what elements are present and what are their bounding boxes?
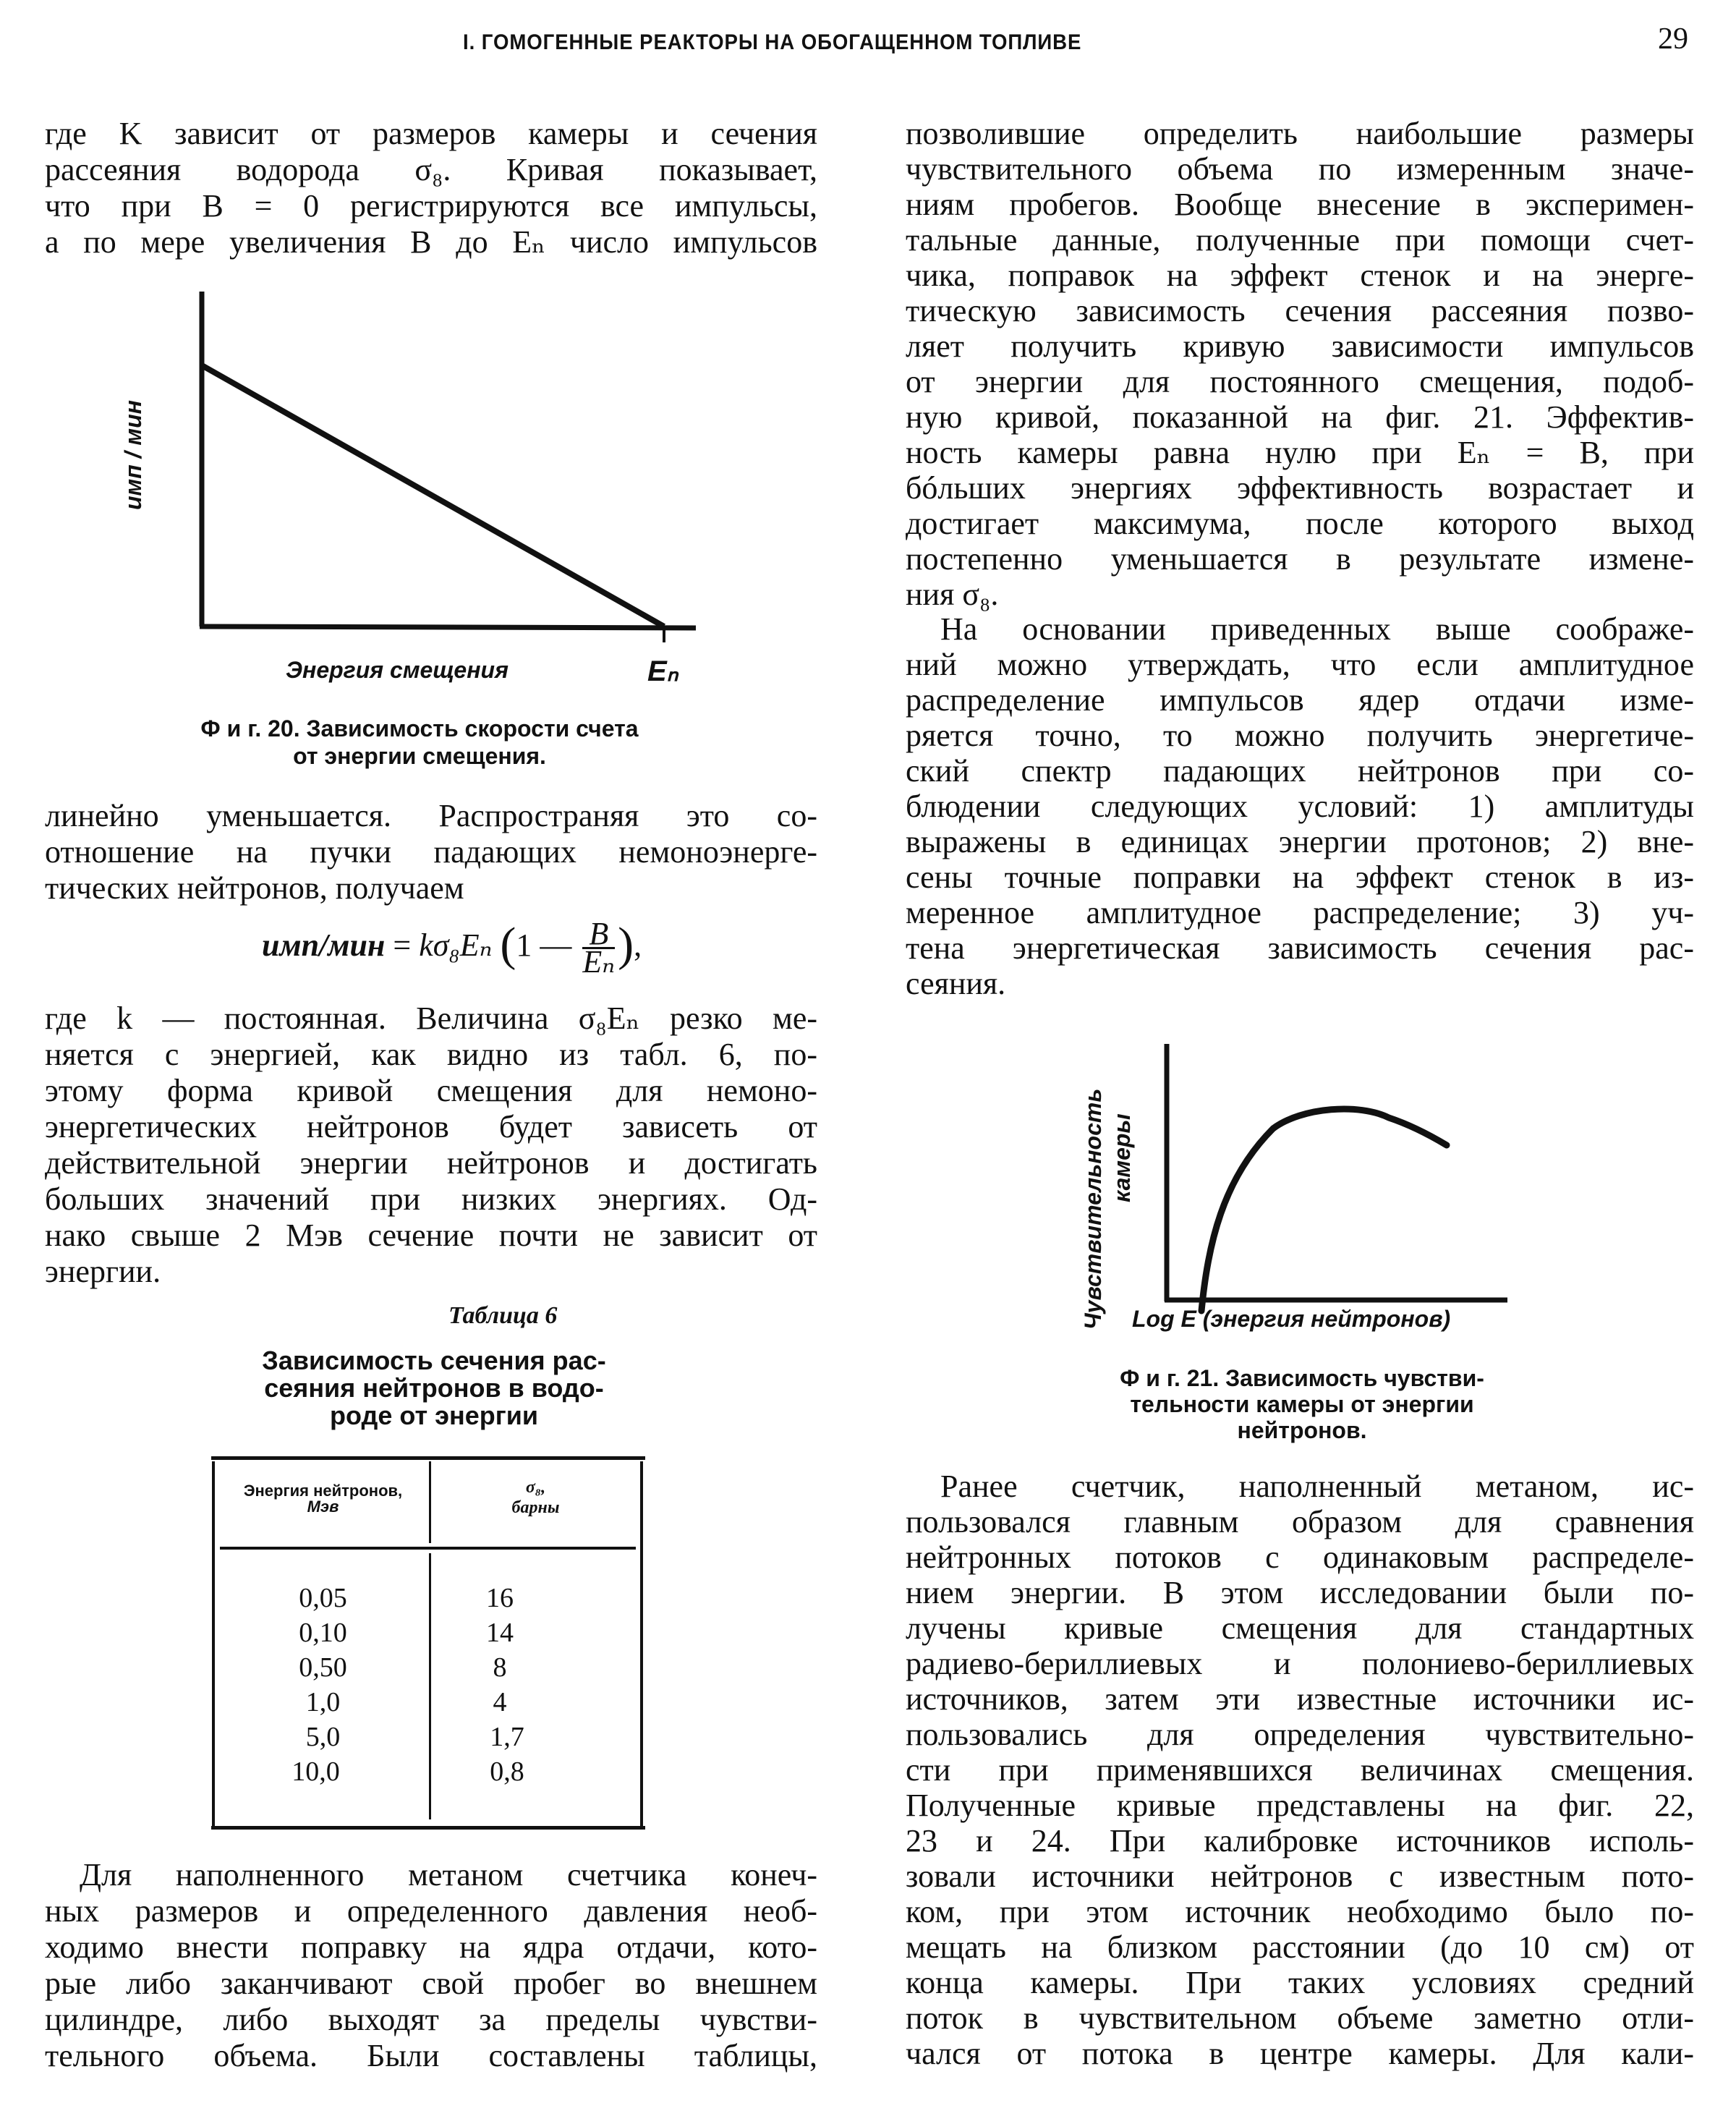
text-line: сеяния. <box>906 966 1006 1001</box>
text-line: пользовались для определения чувствительно- <box>906 1717 1694 1752</box>
table-title-3: роде от энергии <box>330 1401 538 1430</box>
text-line: ходимо внести поправку на ядра отдачи, кото- <box>45 1929 817 1965</box>
text-line: действительной энергии нейтронов и достигать <box>45 1145 817 1181</box>
table-cell-energy: 0,50 <box>299 1652 347 1683</box>
text-line: ниям пробегов. Вообще внесение в эксперимен- <box>906 187 1694 222</box>
formula-one-minus: 1 — <box>516 927 572 963</box>
text-line: позволившие определить наибольшие размеры <box>906 116 1694 151</box>
text-line: линейно уменьшается. Распространяя это со- <box>45 798 817 833</box>
text-line: от энергии для постоянного смещения, подоб- <box>906 364 1694 399</box>
figure-20-xlabel: Энергия смещения <box>286 657 509 683</box>
text-line: радиево-бериллиевых и полониево-бериллиевых <box>906 1646 1694 1681</box>
table-cell-sigma: 8 <box>493 1652 507 1683</box>
text-line: поток в чувствительном объеме заметно отли- <box>906 2000 1694 2036</box>
text-line: ность камеры равна нулю при Eₙ = B, при <box>906 435 1694 470</box>
text-line: мещать на близком расстоянии (до 10 см) от <box>906 1929 1694 1965</box>
text-line: нием энергии. В этом исследовании были по- <box>906 1575 1694 1610</box>
text-line: тических нейтронов, получаем <box>45 870 464 906</box>
text-line: источников, затем эти известные источники ис- <box>906 1681 1694 1717</box>
table-label: Таблица 6 <box>448 1302 558 1329</box>
text-line: тальные данные, полученные при помощи счет- <box>906 222 1694 258</box>
text-line: Ранее счетчик, наполненный метаном, ис- <box>940 1469 1694 1504</box>
text-line: постепенно уменьшается в результате измене- <box>906 541 1694 577</box>
text-line: достигает максимума, после которого выход <box>906 506 1694 541</box>
text-line: чувствительного объема по измеренным значе- <box>906 151 1694 187</box>
text-line: цилиндре, либо выходят за пределы чувстви- <box>45 2002 817 2037</box>
table-cell-energy: 0,05 <box>299 1583 347 1613</box>
text-line: что при B = 0 регистрируются все импульсы, <box>45 188 817 224</box>
figure-21-caption-3: нейтронов. <box>1237 1417 1367 1443</box>
table-cell-energy: 1,0 <box>305 1687 341 1717</box>
table-cell-sigma: 1,7 <box>490 1722 524 1752</box>
text-line: энергетических нейтронов будет зависеть от <box>45 1109 817 1144</box>
text-line: ных размеров и определенного давления необ- <box>45 1893 817 1929</box>
running-title: I. ГОМОГЕННЫЕ РЕАКТОРЫ НА ОБОГАЩЕННОМ ТОПЛИВЕ <box>463 30 1082 54</box>
text-line: зовали источники нейтронов с известным пото- <box>906 1858 1694 1894</box>
text-line: а по мере увеличения B до Eₙ число импульсов <box>45 224 817 260</box>
text-line: ную кривой, показанной на фиг. 21. Эффектив- <box>906 399 1694 435</box>
text-line: ния σ₈. <box>906 577 999 612</box>
formula: имп/мин = kσ₈Eₙ (1 — $\frac{B}{\text{Eₙ}}$ ), <box>262 916 642 980</box>
text-line: сти при применявшихся величинах смещения. <box>906 1752 1694 1788</box>
column-header-unit: барны <box>511 1498 560 1517</box>
text-line: выражены в единицах энергии протонов; 2) вне- <box>906 824 1694 859</box>
text-line: рассеяния водорода σ₈. Кривая показывает, <box>45 152 817 187</box>
text-line: распределение импульсов ядер отдачи изме- <box>906 682 1694 718</box>
text-line: этому форма кривой смещения для немоно- <box>45 1073 817 1108</box>
table-cell-sigma: 4 <box>493 1687 507 1717</box>
figure-20-xtick-en: Eₙ <box>647 655 678 687</box>
column-header-text: σ₈, <box>525 1478 546 1497</box>
text-line: Для наполненного метаном счетчика конеч- <box>80 1857 817 1893</box>
text-line: больших значений при низких энергиях. Од- <box>45 1181 817 1217</box>
table-cell-sigma: 14 <box>486 1618 514 1648</box>
column-header-text: Энергия нейтронов, <box>243 1482 403 1500</box>
text-line: На основании приведенных выше соображе- <box>940 611 1694 647</box>
text-line: няется с энергией, как видно из табл. 6, по- <box>45 1037 817 1072</box>
text-line: сены точные поправки на эффект стенок в из- <box>906 859 1694 895</box>
text-line: лучены кривые смещения для стандартных <box>906 1610 1694 1646</box>
formula-rhs: kσ₈Eₙ <box>419 927 493 963</box>
text-line: тена энергетическая зависимость сечения рас- <box>906 930 1694 966</box>
text-line: рые либо заканчивают свой пробег во внешнем <box>45 1966 817 2001</box>
table-cell-energy: 0,10 <box>299 1618 347 1648</box>
text-line: где K зависит от размеров камеры и сечения <box>45 116 817 151</box>
text-line: тическую зависимость сечения рассеяния позво- <box>906 293 1694 328</box>
text-line: чика, поправок на эффект стенок и на энерге- <box>906 258 1694 293</box>
text-line: пользовался главным образом для сравнения <box>906 1504 1694 1539</box>
text-line: отношение на пучки падающих немоноэнерге- <box>45 834 817 870</box>
table-title-2: сеяния нейтронов в водо- <box>264 1373 604 1403</box>
text-line: Полученные кривые представлены на фиг. 22, <box>906 1788 1694 1823</box>
text-line: где k — постоянная. Величина σ₈Eₙ резко ме- <box>45 1001 817 1036</box>
formula-lhs: имп/мин <box>262 927 386 963</box>
figure-20-caption-2: от энергии смещения. <box>293 743 546 769</box>
table-cell-sigma: 16 <box>486 1583 514 1613</box>
figure-21-caption-1: Ф и г. 21. Зависимость чувстви- <box>1120 1365 1484 1391</box>
text-line: нейтронных потоков с одинаковым распределе- <box>906 1539 1694 1575</box>
text-line: ряется точно, то можно получить энергетиче- <box>906 718 1694 753</box>
page-number: 29 <box>1658 22 1688 56</box>
table-cell-energy: 10,0 <box>292 1756 340 1787</box>
figure-21-ylabel-2: камеры <box>1109 1113 1135 1202</box>
text-line: бóльших энергиях эффективность возрастает и <box>906 470 1694 506</box>
text-line: конца камеры. При таких условиях средний <box>906 1965 1694 2000</box>
column-header-unit: Мэв <box>307 1498 339 1516</box>
text-line: 23 и 24. При калибровке источников исполь- <box>906 1823 1694 1858</box>
figure-20-caption-1: Ф и г. 20. Зависимость скорости счета <box>200 715 639 742</box>
figure-21-caption-2: тельности камеры от энергии <box>1130 1391 1474 1417</box>
formula-frac-den: Eₙ <box>582 944 616 980</box>
formula-comma: , <box>634 927 642 963</box>
figure-21-xlabel: Log E (энергия нейтронов) <box>1132 1306 1451 1332</box>
text-line: меренное амплитудное распределение; 3) уч- <box>906 895 1694 930</box>
formula-frac-num: B <box>582 921 615 949</box>
table-cell-sigma: 0,8 <box>490 1756 524 1787</box>
text-line: блюдении следующих условий: 1) амплитуды <box>906 789 1694 824</box>
text-line: тельного объема. Были составлены таблицы, <box>45 2038 817 2073</box>
figure-21-ylabel-1: Чувствительность <box>1080 1088 1106 1330</box>
text-line: энергии. <box>45 1254 161 1289</box>
text-line: ний можно утверждать, что если амплитудное <box>906 647 1694 682</box>
text-line: чался от потока в центре камеры. Для кали- <box>906 2036 1694 2071</box>
text-line: ский спектр падающих нейтронов при со- <box>906 753 1694 789</box>
text-line: нако свыше 2 Мэв сечение почти не зависит от <box>45 1218 817 1253</box>
text-line: ляет получить кривую зависимости импульсов <box>906 328 1694 364</box>
table-cell-energy: 5,0 <box>305 1722 341 1752</box>
formula-eq: = <box>393 927 412 963</box>
text-line: ком, при этом источник необходимо было по- <box>906 1894 1694 1929</box>
table-title-1: Зависимость сечения рас- <box>262 1346 606 1375</box>
figure-20-ylabel: имп / мин <box>120 400 146 510</box>
